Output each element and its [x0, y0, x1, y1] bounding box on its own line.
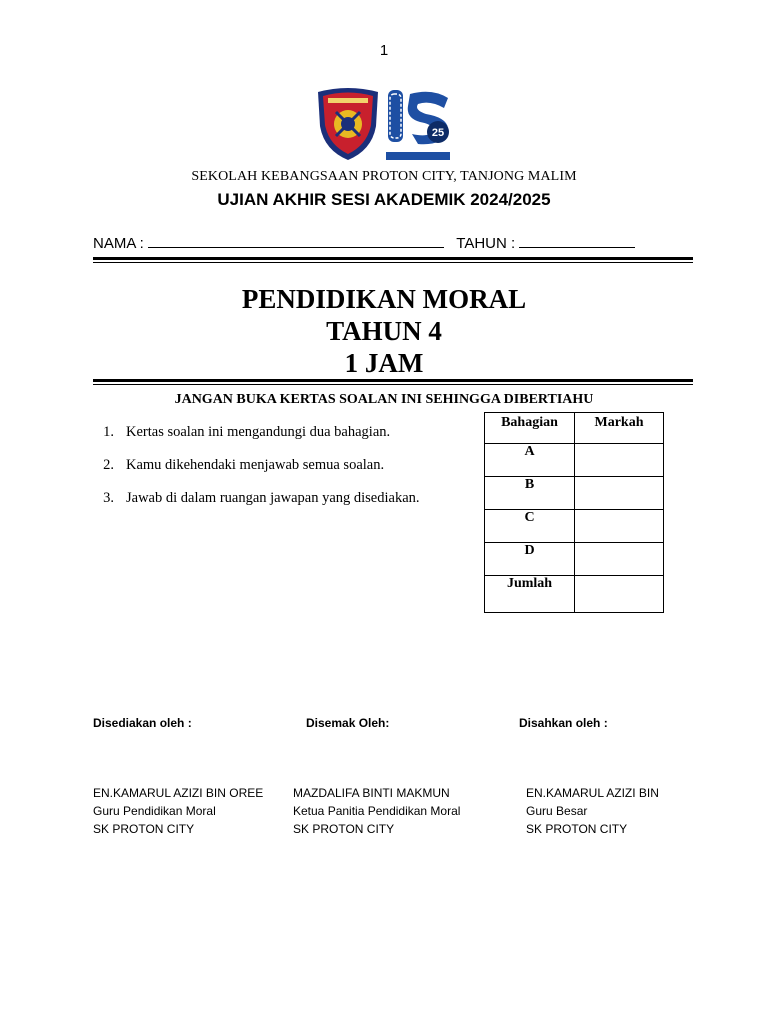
subject-rule-thin [93, 384, 693, 385]
table-row [485, 510, 664, 543]
approved-by-heading: Disahkan oleh : [519, 716, 608, 730]
signatory-school: SK PROTON CITY [93, 822, 195, 836]
signatory-school: SK PROTON CITY [293, 822, 395, 836]
subject-block [0, 283, 768, 379]
name-label: NAMA : [93, 235, 144, 252]
subject-year: TAHUN 4 [326, 316, 442, 346]
svg-text:25: 25 [431, 127, 445, 139]
table-row-total [485, 576, 664, 613]
mark-cell[interactable] [575, 477, 664, 510]
signatory-role: Guru Besar [526, 804, 588, 818]
ts25-logo [386, 90, 450, 160]
signatory-name: EN.KAMARUL AZIZI BIN [526, 786, 659, 800]
header-markah: Markah [575, 413, 664, 444]
table-row [485, 543, 664, 576]
section-label: C [485, 510, 575, 543]
subject-title: PENDIDIKAN MORAL [241, 284, 527, 314]
prepared-by-heading: Disediakan oleh : [93, 716, 192, 730]
section-label: D [485, 543, 575, 576]
mark-cell[interactable] [575, 444, 664, 477]
prepared-by-block [93, 784, 273, 838]
instruction-item: 3. Jawab di dalam ruangan jawapan yang disediakan. [103, 490, 420, 506]
signatory-role: Guru Pendidikan Moral [93, 804, 216, 818]
section-label: B [485, 477, 575, 510]
total-mark-cell[interactable] [575, 576, 664, 613]
header-rule [93, 257, 693, 260]
subject-rule [93, 379, 693, 382]
signatory-school: SK PROTON CITY [526, 822, 628, 836]
instructions-list [88, 424, 468, 523]
table-row [485, 477, 664, 510]
table-header-row [485, 413, 664, 444]
instruction-item: 1. Kertas soalan ini mengandungi dua bahagian. [103, 424, 391, 440]
checked-by-block [293, 784, 513, 838]
instruction-item: 2. Kamu dikehendaki menjawab semua soalan. [103, 457, 385, 473]
exam-duration: 1 JAM [344, 348, 424, 378]
header-rule-thin [93, 262, 693, 263]
signatory-name: EN.KAMARUL AZIZI BIN OREE [93, 786, 264, 800]
school-name: SEKOLAH KEBANGSAAN PROTON CITY, TANJONG MALIM [191, 169, 577, 184]
total-label: Jumlah [485, 576, 575, 613]
name-field-line[interactable] [148, 235, 444, 248]
section-label: A [485, 444, 575, 477]
year-field-line[interactable] [519, 235, 635, 248]
year-label: TAHUN : [456, 235, 516, 252]
signatory-name: MAZDALIFA BINTI MAKMUN [293, 786, 450, 800]
exam-title: UJIAN AKHIR SESI AKADEMIK 2024/2025 [217, 190, 551, 209]
table-row [485, 444, 664, 477]
signatory-role: Ketua Panitia Pendidikan Moral [293, 804, 461, 818]
mark-cell[interactable] [575, 543, 664, 576]
approved-by-block [526, 784, 686, 838]
school-crest-logo [314, 86, 454, 162]
warning-text: JANGAN BUKA KERTAS SOALAN INI SEHINGGA DIBERTIAHU [174, 392, 594, 407]
header-bahagian: Bahagian [485, 413, 575, 444]
page-number: 1 [379, 42, 389, 59]
mark-cell[interactable] [575, 510, 664, 543]
student-info-row [93, 235, 693, 252]
marks-table [484, 412, 664, 613]
school-logos [314, 86, 454, 162]
checked-by-heading: Disemak Oleh: [306, 716, 390, 730]
